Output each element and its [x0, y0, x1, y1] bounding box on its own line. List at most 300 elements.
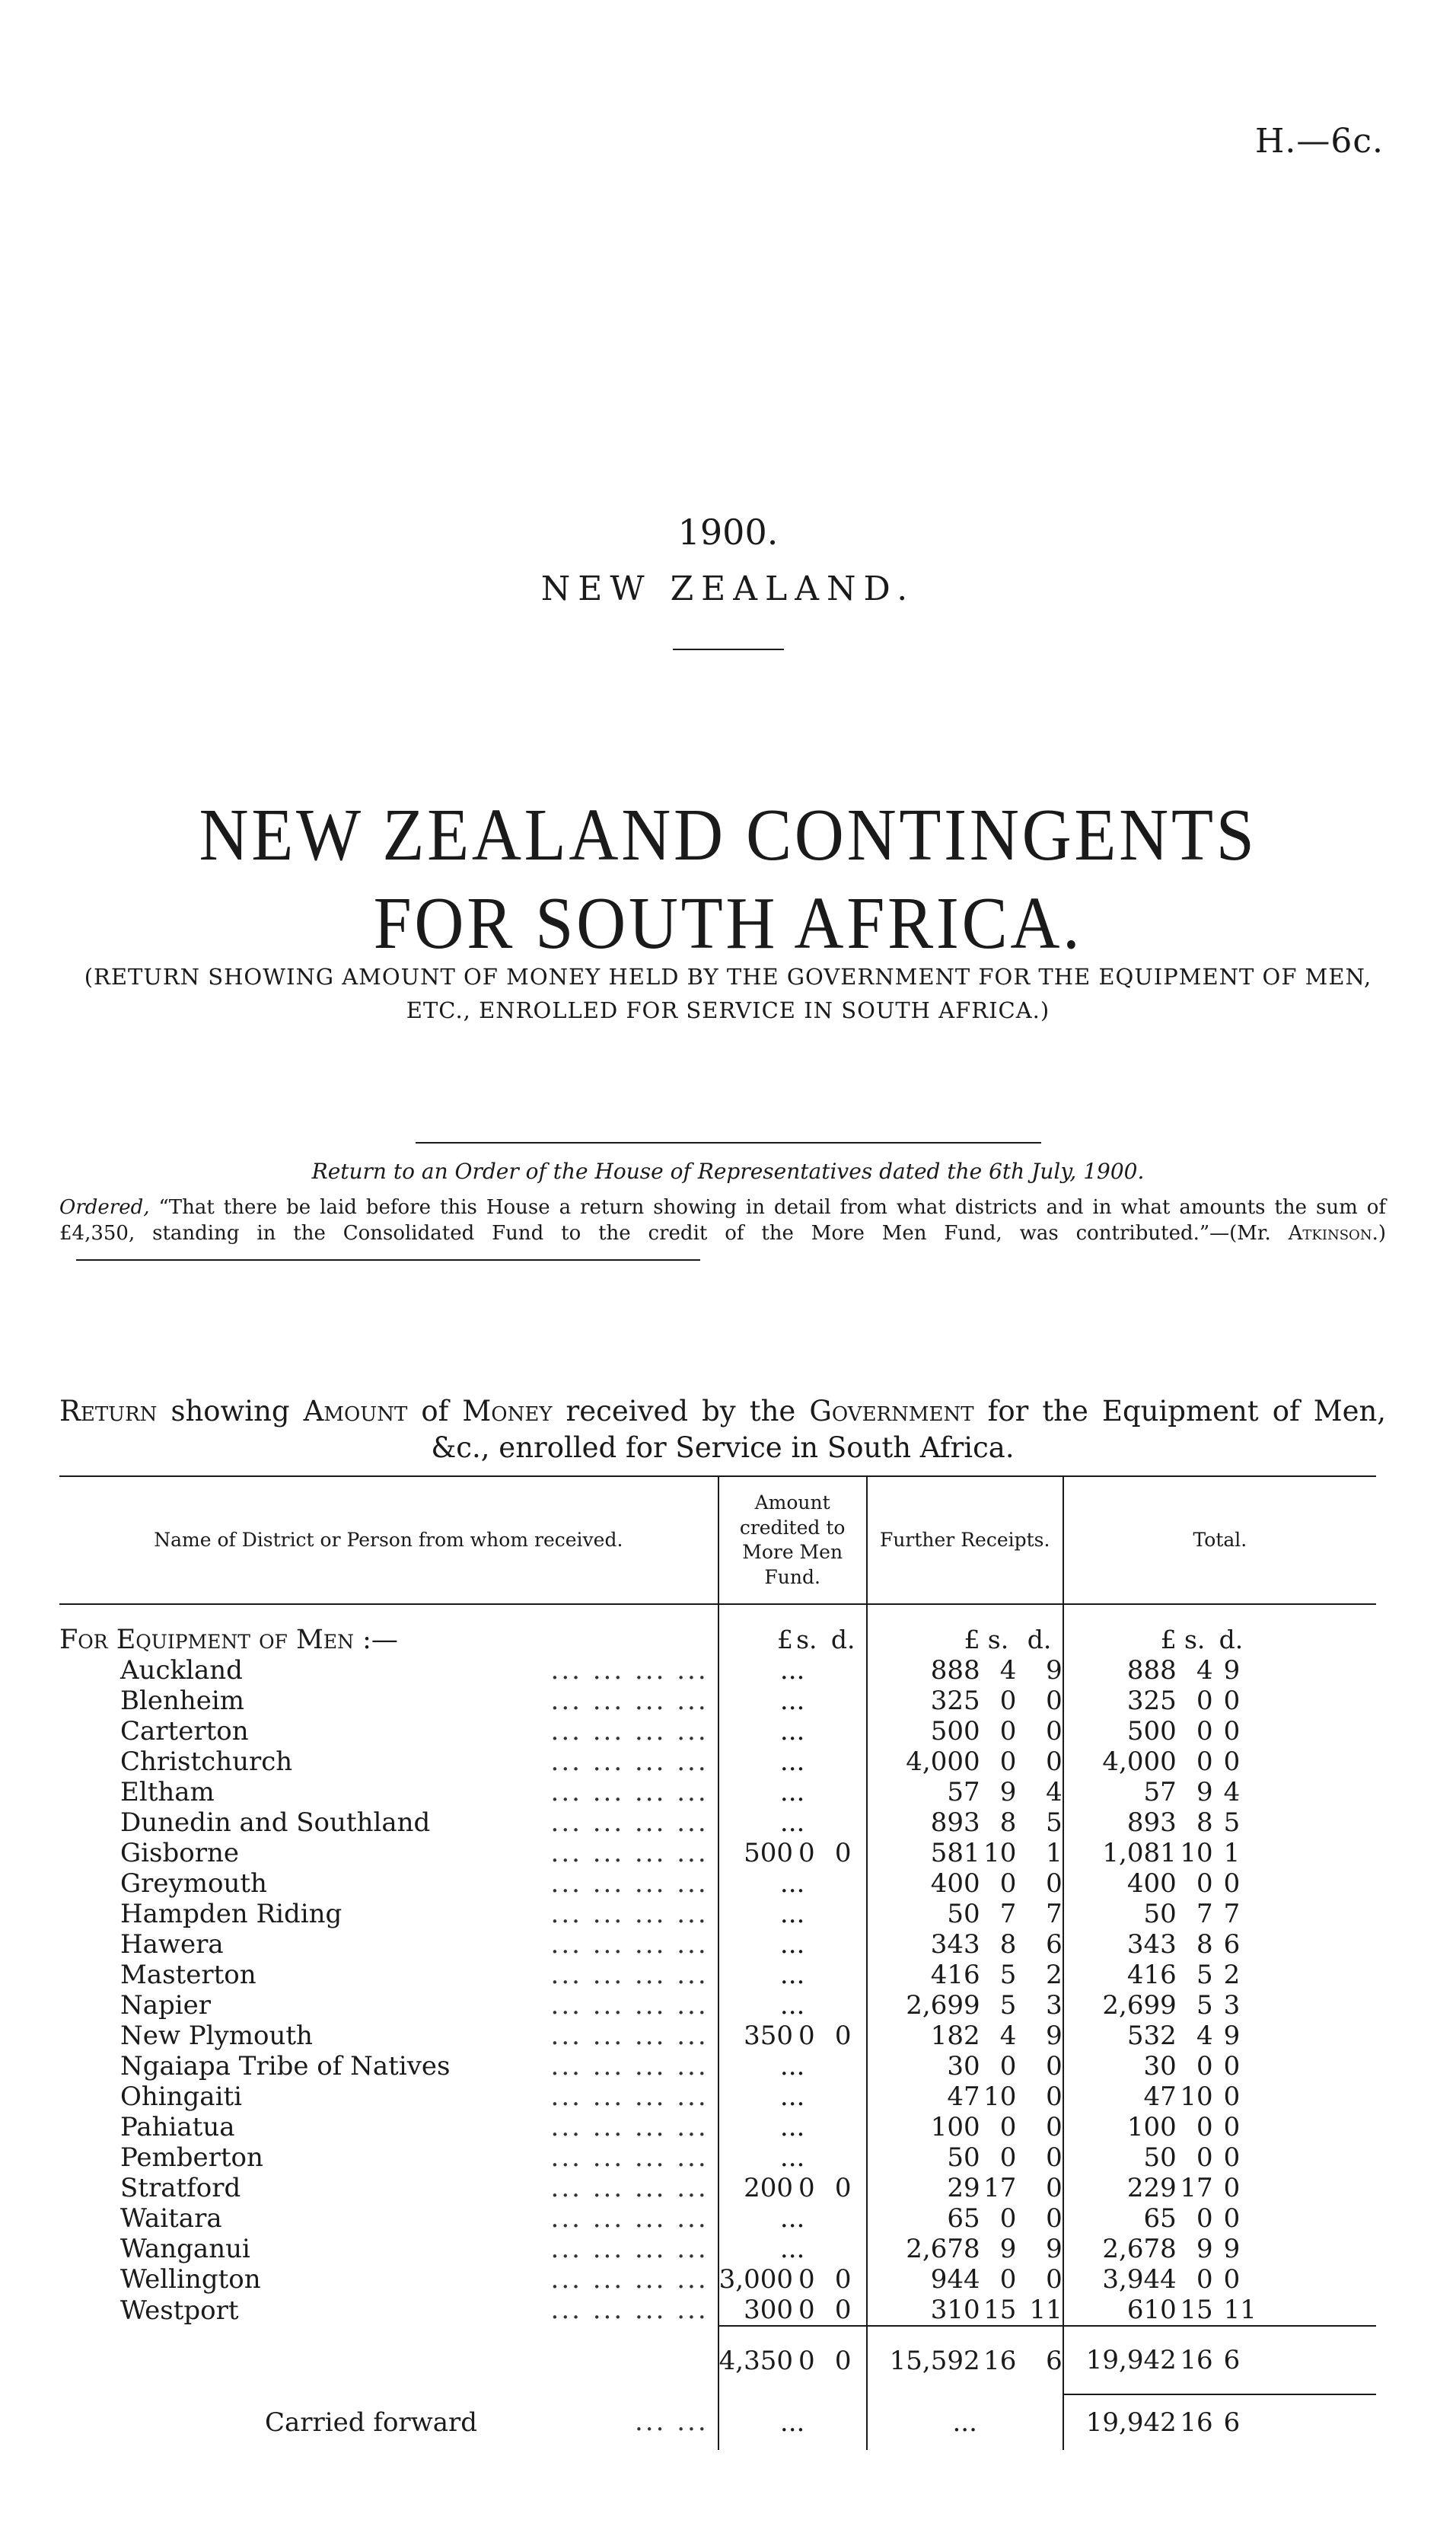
row-name [59, 1868, 718, 1899]
credited-empty: ... [718, 1990, 867, 2021]
leader-dots: ... ... ... ... [550, 1899, 709, 1929]
table-row [59, 1777, 1376, 1807]
header-name: Name of District or Person from whom received. [59, 1476, 718, 1604]
row-name-text: Carterton [120, 1716, 249, 1746]
credited-empty: ... [718, 1746, 867, 1777]
leader-dots: ... ... ... ... [550, 1777, 709, 1807]
credited-pence: 0 [834, 2021, 852, 2051]
credited-total-pounds: 4,350 [718, 2326, 793, 2394]
further-shillings: 4 [999, 1655, 1017, 1686]
row-name [59, 1686, 718, 1716]
further-pounds: 182 [867, 2021, 980, 2051]
further-shillings: 0 [999, 1686, 1017, 1716]
further-pounds: 343 [867, 1929, 980, 1960]
row-name-text: Masterton [120, 1960, 256, 1990]
document-title: NEW ZEALAND CONTINGENTS FOR SOUTH AFRICA. [199, 794, 1257, 965]
total-pence: 0 [1223, 2112, 1241, 2142]
further-pence: 0 [1046, 2203, 1063, 2234]
total-pence: 4 [1223, 1777, 1241, 1807]
total-pence: 11 [1223, 2295, 1257, 2325]
carried-total-pounds: 19,942 [1063, 2394, 1177, 2450]
total-pence: 9 [1223, 1655, 1241, 1686]
further-pounds: 65 [867, 2203, 980, 2234]
return-table [59, 1475, 1376, 2450]
leader-dots: ... ... ... ... [550, 2142, 709, 2173]
further-pence: 2 [1046, 1960, 1063, 1990]
row-name [59, 1716, 718, 1746]
further-total-pounds: 15,592 [867, 2326, 980, 2394]
credited-pounds: 3,000 [718, 2264, 793, 2295]
further-shillings: 7 [999, 1899, 1017, 1929]
row-name-text: Ohingaiti [120, 2081, 242, 2112]
row-name-text: Dunedin and Southland [120, 1807, 431, 1838]
grand-total-shillings: 16 [1177, 2326, 1213, 2394]
further-shillings: 8 [999, 1807, 1017, 1838]
divider [416, 1142, 1041, 1144]
credited-pence: 0 [834, 2173, 852, 2203]
total-shillings: 0 [1196, 2264, 1213, 2295]
row-name-text: Auckland [120, 1655, 243, 1686]
total-pounds: 325 [1063, 1686, 1177, 1716]
row-name-text: Eltham [120, 1777, 215, 1807]
further-pence: 0 [1046, 2264, 1063, 2295]
table-row [59, 2081, 1376, 2112]
credited-empty: ... [718, 1868, 867, 1899]
further-pence: 5 [1046, 1807, 1063, 1838]
further-total-pence: 6 [1016, 2326, 1063, 2394]
row-name [59, 1899, 718, 1929]
row-name [59, 2112, 718, 2142]
spacer-row [59, 1604, 1376, 1625]
further-pounds: 500 [867, 1716, 980, 1746]
row-name-text: Waitara [120, 2203, 222, 2234]
further-pounds: 400 [867, 1868, 980, 1899]
total-pounds: 229 [1063, 2173, 1177, 2203]
further-pence: 0 [1046, 2142, 1063, 2173]
total-pence: 0 [1223, 2081, 1241, 2112]
unit-shilling: s. [796, 1625, 817, 1654]
table-row [59, 1899, 1376, 1929]
row-name-text: Hampden Riding [120, 1899, 342, 1929]
unit-pence: d. [1027, 1625, 1052, 1654]
carried-forward-row [59, 2394, 1376, 2450]
document-reference: H.—6c. [1255, 122, 1384, 161]
total-pence: 7 [1223, 1899, 1241, 1929]
table-row [59, 1716, 1376, 1746]
table-row [59, 1868, 1376, 1899]
further-shillings: 0 [999, 1746, 1017, 1777]
total-pence: 0 [1223, 2051, 1241, 2081]
credited-empty: ... [718, 1716, 867, 1746]
row-name-text: Pemberton [120, 2142, 263, 2173]
leader-dots: ... ... ... ... [550, 2203, 709, 2234]
further-pence: 1 [1046, 1838, 1063, 1868]
total-pence: 5 [1223, 1807, 1241, 1838]
further-shillings: 5 [999, 1960, 1017, 1990]
table-row [59, 2021, 1376, 2051]
further-pence: 11 [1029, 2295, 1063, 2325]
credited-shillings: 0 [798, 2264, 815, 2295]
row-name [59, 1807, 718, 1838]
table-row [59, 1807, 1376, 1838]
total-shillings: 15 [1180, 2295, 1213, 2325]
further-pence: 6 [1046, 1929, 1063, 1960]
leader-dots: ... ... ... ... [550, 1929, 709, 1960]
total-pence: 0 [1223, 2264, 1241, 2295]
heading-text: for the Equipment of Men, &c., enrolled for Service in South Africa. [431, 1395, 1387, 1465]
further-pence: 9 [1046, 1655, 1063, 1686]
total-shillings: 8 [1196, 1807, 1213, 1838]
further-shillings: 0 [999, 2264, 1017, 2295]
row-name [59, 1777, 718, 1807]
table-row [59, 2203, 1376, 2234]
leader-dots: ... ... ... ... [550, 2051, 709, 2081]
further-pounds: 310 [867, 2295, 980, 2326]
leader-dots: ... ... ... ... [550, 1868, 709, 1899]
total-pounds: 3,944 [1063, 2264, 1177, 2295]
section-label: For Equipment of Men :— [59, 1625, 398, 1655]
table-row [59, 1960, 1376, 1990]
carried-total-pence: 6 [1213, 2394, 1376, 2450]
total-pounds: 2,699 [1063, 1990, 1177, 2021]
further-pence: 3 [1046, 1990, 1063, 2021]
document-subtitle: (RETURN SHOWING AMOUNT OF MONEY HELD BY THE GOVERNMENT FOR THE EQUIPMENT OF MEN, ETC., ENROLLED FOR SERVICE IN SOUTH AFRICA.) [84, 964, 1372, 1023]
credited-empty: ... [718, 2051, 867, 2081]
further-shillings: 0 [999, 1716, 1017, 1746]
grand-total-pounds: 19,942 [1063, 2326, 1177, 2394]
total-pounds: 4,000 [1063, 1746, 1177, 1777]
further-shillings: 0 [999, 2112, 1017, 2142]
credited-shillings: 0 [798, 1838, 815, 1868]
total-pounds: 2,678 [1063, 2234, 1177, 2264]
leader-dots: ... ... ... ... [550, 2234, 709, 2264]
unit-shilling: s. [1184, 1625, 1206, 1654]
row-name-text: Christchurch [120, 1746, 293, 1777]
total-shillings: 0 [1196, 1716, 1213, 1746]
leader-dots: ... ... ... ... [550, 2173, 709, 2203]
further-pounds: 416 [867, 1960, 980, 1990]
total-pence: 0 [1223, 2203, 1241, 2234]
further-pence: 9 [1046, 2234, 1063, 2264]
total-shillings: 0 [1196, 2142, 1213, 2173]
unit-pound: £ [718, 1625, 793, 1655]
total-pence: 3 [1223, 1990, 1241, 2021]
total-shillings: 4 [1196, 1655, 1213, 1686]
further-pence: 7 [1046, 1899, 1063, 1929]
total-shillings: 9 [1196, 2234, 1213, 2264]
row-name-text: Gisborne [120, 1838, 239, 1868]
further-shillings: 5 [999, 1990, 1017, 2021]
heading-text: received by the [566, 1395, 796, 1427]
heading-amount: Amount [303, 1395, 408, 1427]
table-header-row [59, 1476, 1376, 1604]
total-pence: 0 [1223, 2142, 1241, 2173]
credited-empty: ... [718, 1960, 867, 1990]
heading-government: Government [809, 1395, 974, 1427]
further-shillings: 0 [999, 2142, 1017, 2173]
total-shillings: 0 [1196, 1868, 1213, 1899]
row-name [59, 2264, 718, 2295]
further-pence: 0 [1046, 1716, 1063, 1746]
row-name-text: Ngaiapa Tribe of Natives [120, 2051, 451, 2081]
total-pounds: 500 [1063, 1716, 1177, 1746]
country-heading: NEW ZEALAND. [540, 569, 916, 608]
further-pounds: 325 [867, 1686, 980, 1716]
further-pence: 0 [1046, 2112, 1063, 2142]
further-shillings: 10 [983, 1838, 1017, 1868]
total-pence: 6 [1223, 1929, 1241, 1960]
further-pounds: 47 [867, 2081, 980, 2112]
row-name [59, 2051, 718, 2081]
total-pounds: 1,081 [1063, 1838, 1177, 1868]
total-pounds: 50 [1063, 2142, 1177, 2173]
credited-empty: ... [718, 2234, 867, 2264]
leader-dots: ... ... ... ... [550, 1838, 709, 1868]
further-pence: 0 [1046, 2173, 1063, 2203]
order-text [59, 1195, 1386, 1272]
total-shillings: 9 [1196, 1777, 1213, 1807]
order-rule [76, 1259, 700, 1261]
heading-money: Money [462, 1395, 553, 1427]
further-pounds: 4,000 [867, 1746, 980, 1777]
unit-pound: £ [1063, 1625, 1177, 1655]
total-shillings: 8 [1196, 1929, 1213, 1960]
order-member: Atkinson [1288, 1221, 1372, 1245]
table-row [59, 1990, 1376, 2021]
table-row [59, 1746, 1376, 1777]
row-name-text: Hawera [120, 1929, 224, 1960]
header-total: Total. [1063, 1476, 1376, 1604]
credited-shillings: 0 [798, 2021, 815, 2051]
total-pence: 9 [1223, 2021, 1241, 2051]
further-shillings: 15 [983, 2295, 1017, 2325]
unit-pence: d. [830, 1625, 855, 1654]
further-pounds: 893 [867, 1807, 980, 1838]
total-pounds: 65 [1063, 2203, 1177, 2234]
credited-empty: ... [718, 1777, 867, 1807]
further-pence: 0 [1046, 1686, 1063, 1716]
row-name-text: Napier [120, 1990, 212, 2021]
total-pence: 0 [1223, 1746, 1241, 1777]
ordered-word: Ordered, [59, 1196, 150, 1219]
further-total-shillings: 16 [980, 2326, 1017, 2394]
further-pounds: 2,678 [867, 2234, 980, 2264]
table-row [59, 2051, 1376, 2081]
row-name [59, 1655, 718, 1686]
further-pounds: 50 [867, 1899, 980, 1929]
total-pounds: 400 [1063, 1868, 1177, 1899]
total-shillings: 4 [1196, 2021, 1213, 2051]
total-pence: 2 [1223, 1960, 1241, 1990]
credited-empty: ... [718, 2081, 867, 2112]
credited-pence: 0 [834, 1838, 852, 1868]
total-pence: 0 [1223, 1686, 1241, 1716]
table-row [59, 2264, 1376, 2295]
credited-empty: ... [718, 1929, 867, 1960]
total-pounds: 50 [1063, 1899, 1177, 1929]
row-name [59, 2203, 718, 2234]
carried-credited: ... [718, 2394, 867, 2450]
total-shillings: 0 [1196, 1686, 1213, 1716]
further-pounds: 888 [867, 1655, 980, 1686]
row-name [59, 2234, 718, 2264]
table-row [59, 1929, 1376, 1960]
leader-dots: ... ... ... ... [550, 2021, 709, 2051]
further-pence: 0 [1046, 2081, 1063, 2112]
further-shillings: 8 [999, 1929, 1017, 1960]
row-name [59, 2142, 718, 2173]
further-pence: 0 [1046, 1746, 1063, 1777]
row-name [59, 2295, 718, 2326]
further-shillings: 9 [999, 1777, 1017, 1807]
totals-label-empty [59, 2326, 718, 2394]
table-row [59, 2295, 1376, 2326]
unit-pence: d. [1219, 1625, 1244, 1654]
total-shillings: 5 [1196, 1990, 1213, 2021]
total-pounds: 532 [1063, 2021, 1177, 2051]
further-pence: 4 [1046, 1777, 1063, 1807]
further-pounds: 30 [867, 2051, 980, 2081]
total-pounds: 343 [1063, 1929, 1177, 1960]
row-name [59, 2173, 718, 2203]
row-name [59, 1960, 718, 1990]
total-pounds: 30 [1063, 2051, 1177, 2081]
row-name [59, 1746, 718, 1777]
credited-empty: ... [718, 2203, 867, 2234]
total-pence: 1 [1223, 1838, 1241, 1868]
further-shillings: 9 [999, 2234, 1017, 2264]
total-pounds: 888 [1063, 1655, 1177, 1686]
credited-empty: ... [718, 1655, 867, 1686]
credited-empty: ... [718, 1807, 867, 1838]
total-pounds: 893 [1063, 1807, 1177, 1838]
table-row [59, 2112, 1376, 2142]
carried-forward-label [59, 2394, 718, 2450]
total-shillings: 10 [1180, 1838, 1213, 1868]
further-pence: 9 [1046, 2021, 1063, 2051]
further-shillings: 4 [999, 2021, 1017, 2051]
leader-dots: ... ... ... ... [550, 1960, 709, 1990]
row-name [59, 2081, 718, 2112]
unit-shilling: s. [987, 1625, 1009, 1654]
further-pence: 0 [1046, 2051, 1063, 2081]
total-shillings: 17 [1180, 2173, 1213, 2203]
leader-dots: ... ... [634, 2407, 709, 2437]
total-shillings: 7 [1196, 1899, 1213, 1929]
totals-row [59, 2326, 1376, 2394]
leader-dots: ... ... ... ... [550, 1807, 709, 1838]
further-pounds: 57 [867, 1777, 980, 1807]
heading-return: Return [59, 1395, 158, 1427]
total-shillings: 10 [1180, 2081, 1213, 2112]
total-pence: 0 [1223, 1868, 1241, 1899]
total-pence: 0 [1223, 2173, 1241, 2203]
leader-dots: ... ... ... ... [550, 1746, 709, 1777]
total-pounds: 416 [1063, 1960, 1177, 1990]
total-pence: 0 [1223, 1716, 1241, 1746]
further-shillings: 10 [983, 2081, 1017, 2112]
further-pounds: 29 [867, 2173, 980, 2203]
row-name-text: Wanganui [120, 2234, 250, 2264]
total-pounds: 47 [1063, 2081, 1177, 2112]
further-shillings: 0 [999, 2051, 1017, 2081]
leader-dots: ... ... ... ... [550, 2264, 709, 2295]
total-pence: 9 [1223, 2234, 1241, 2264]
carried-further: ... [867, 2394, 1063, 2450]
further-pounds: 581 [867, 1838, 980, 1868]
total-shillings: 0 [1196, 2051, 1213, 2081]
total-pounds: 57 [1063, 1777, 1177, 1807]
further-pence: 0 [1046, 1868, 1063, 1899]
row-name [59, 1838, 718, 1868]
further-shillings: 0 [999, 2203, 1017, 2234]
row-name [59, 2021, 718, 2051]
credited-pounds: 200 [718, 2173, 793, 2203]
table-row [59, 1838, 1376, 1868]
credited-total-shillings: 0 [793, 2326, 820, 2394]
row-name-text: Stratford [120, 2173, 241, 2203]
row-name-text: Greymouth [120, 1868, 267, 1899]
row-name-text: Pahiatua [120, 2112, 235, 2142]
row-name-text: New Plymouth [120, 2021, 313, 2051]
total-shillings: 0 [1196, 1746, 1213, 1777]
order-close: .) [1372, 1221, 1386, 1245]
unit-pound: £ [867, 1625, 980, 1655]
leader-dots: ... ... ... ... [550, 1686, 709, 1716]
leader-dots: ... ... ... ... [550, 1990, 709, 2021]
credited-pence: 0 [834, 2295, 852, 2325]
credited-shillings: 0 [798, 2173, 815, 2203]
row-name-text: Wellington [120, 2264, 261, 2295]
table-row [59, 2142, 1376, 2173]
heading-text: of [421, 1395, 449, 1427]
further-pounds: 944 [867, 2264, 980, 2295]
leader-dots: ... ... ... ... [550, 1716, 709, 1746]
section-row [59, 1625, 1376, 1655]
total-shillings: 5 [1196, 1960, 1213, 1990]
credited-empty: ... [718, 1686, 867, 1716]
heading-text: showing [170, 1395, 290, 1427]
further-shillings: 0 [999, 1868, 1017, 1899]
year: 1900. [677, 512, 779, 553]
credited-pounds: 500 [718, 1838, 793, 1868]
credited-pence: 0 [834, 2264, 852, 2295]
credited-total-pence: 0 [820, 2326, 867, 2394]
leader-dots: ... ... ... ... [550, 1655, 709, 1686]
credited-empty: ... [718, 2112, 867, 2142]
leader-dots: ... ... ... ... [550, 2081, 709, 2112]
leader-dots: ... ... ... ... [550, 2112, 709, 2142]
table-row [59, 1655, 1376, 1686]
divider [673, 649, 784, 650]
credited-empty: ... [718, 2142, 867, 2173]
header-further: Further Receipts. [867, 1476, 1063, 1604]
credited-pounds: 300 [718, 2295, 793, 2326]
further-pounds: 2,699 [867, 1990, 980, 2021]
grand-total-pence: 6 [1213, 2326, 1376, 2394]
credited-empty: ... [718, 1899, 867, 1929]
further-pounds: 50 [867, 2142, 980, 2173]
total-shillings: 0 [1196, 2203, 1213, 2234]
total-pounds: 610 [1063, 2295, 1177, 2326]
row-name-text: Westport [120, 2295, 239, 2326]
order-body: “That there be laid before this House a return showing in detail from what districts and in what amounts the sum of £4,350, standing in the Consolidated Fund to the credit of the More Men Fund, was contributed.”—(Mr. [59, 1196, 1386, 1245]
row-name [59, 1990, 718, 2021]
leader-dots: ... ... ... ... [550, 2295, 709, 2325]
further-pounds: 100 [867, 2112, 980, 2142]
credited-pounds: 350 [718, 2021, 793, 2051]
order-title: Return to an Order of the House of Representatives dated the 6th July, 1900. [311, 1159, 1145, 1184]
